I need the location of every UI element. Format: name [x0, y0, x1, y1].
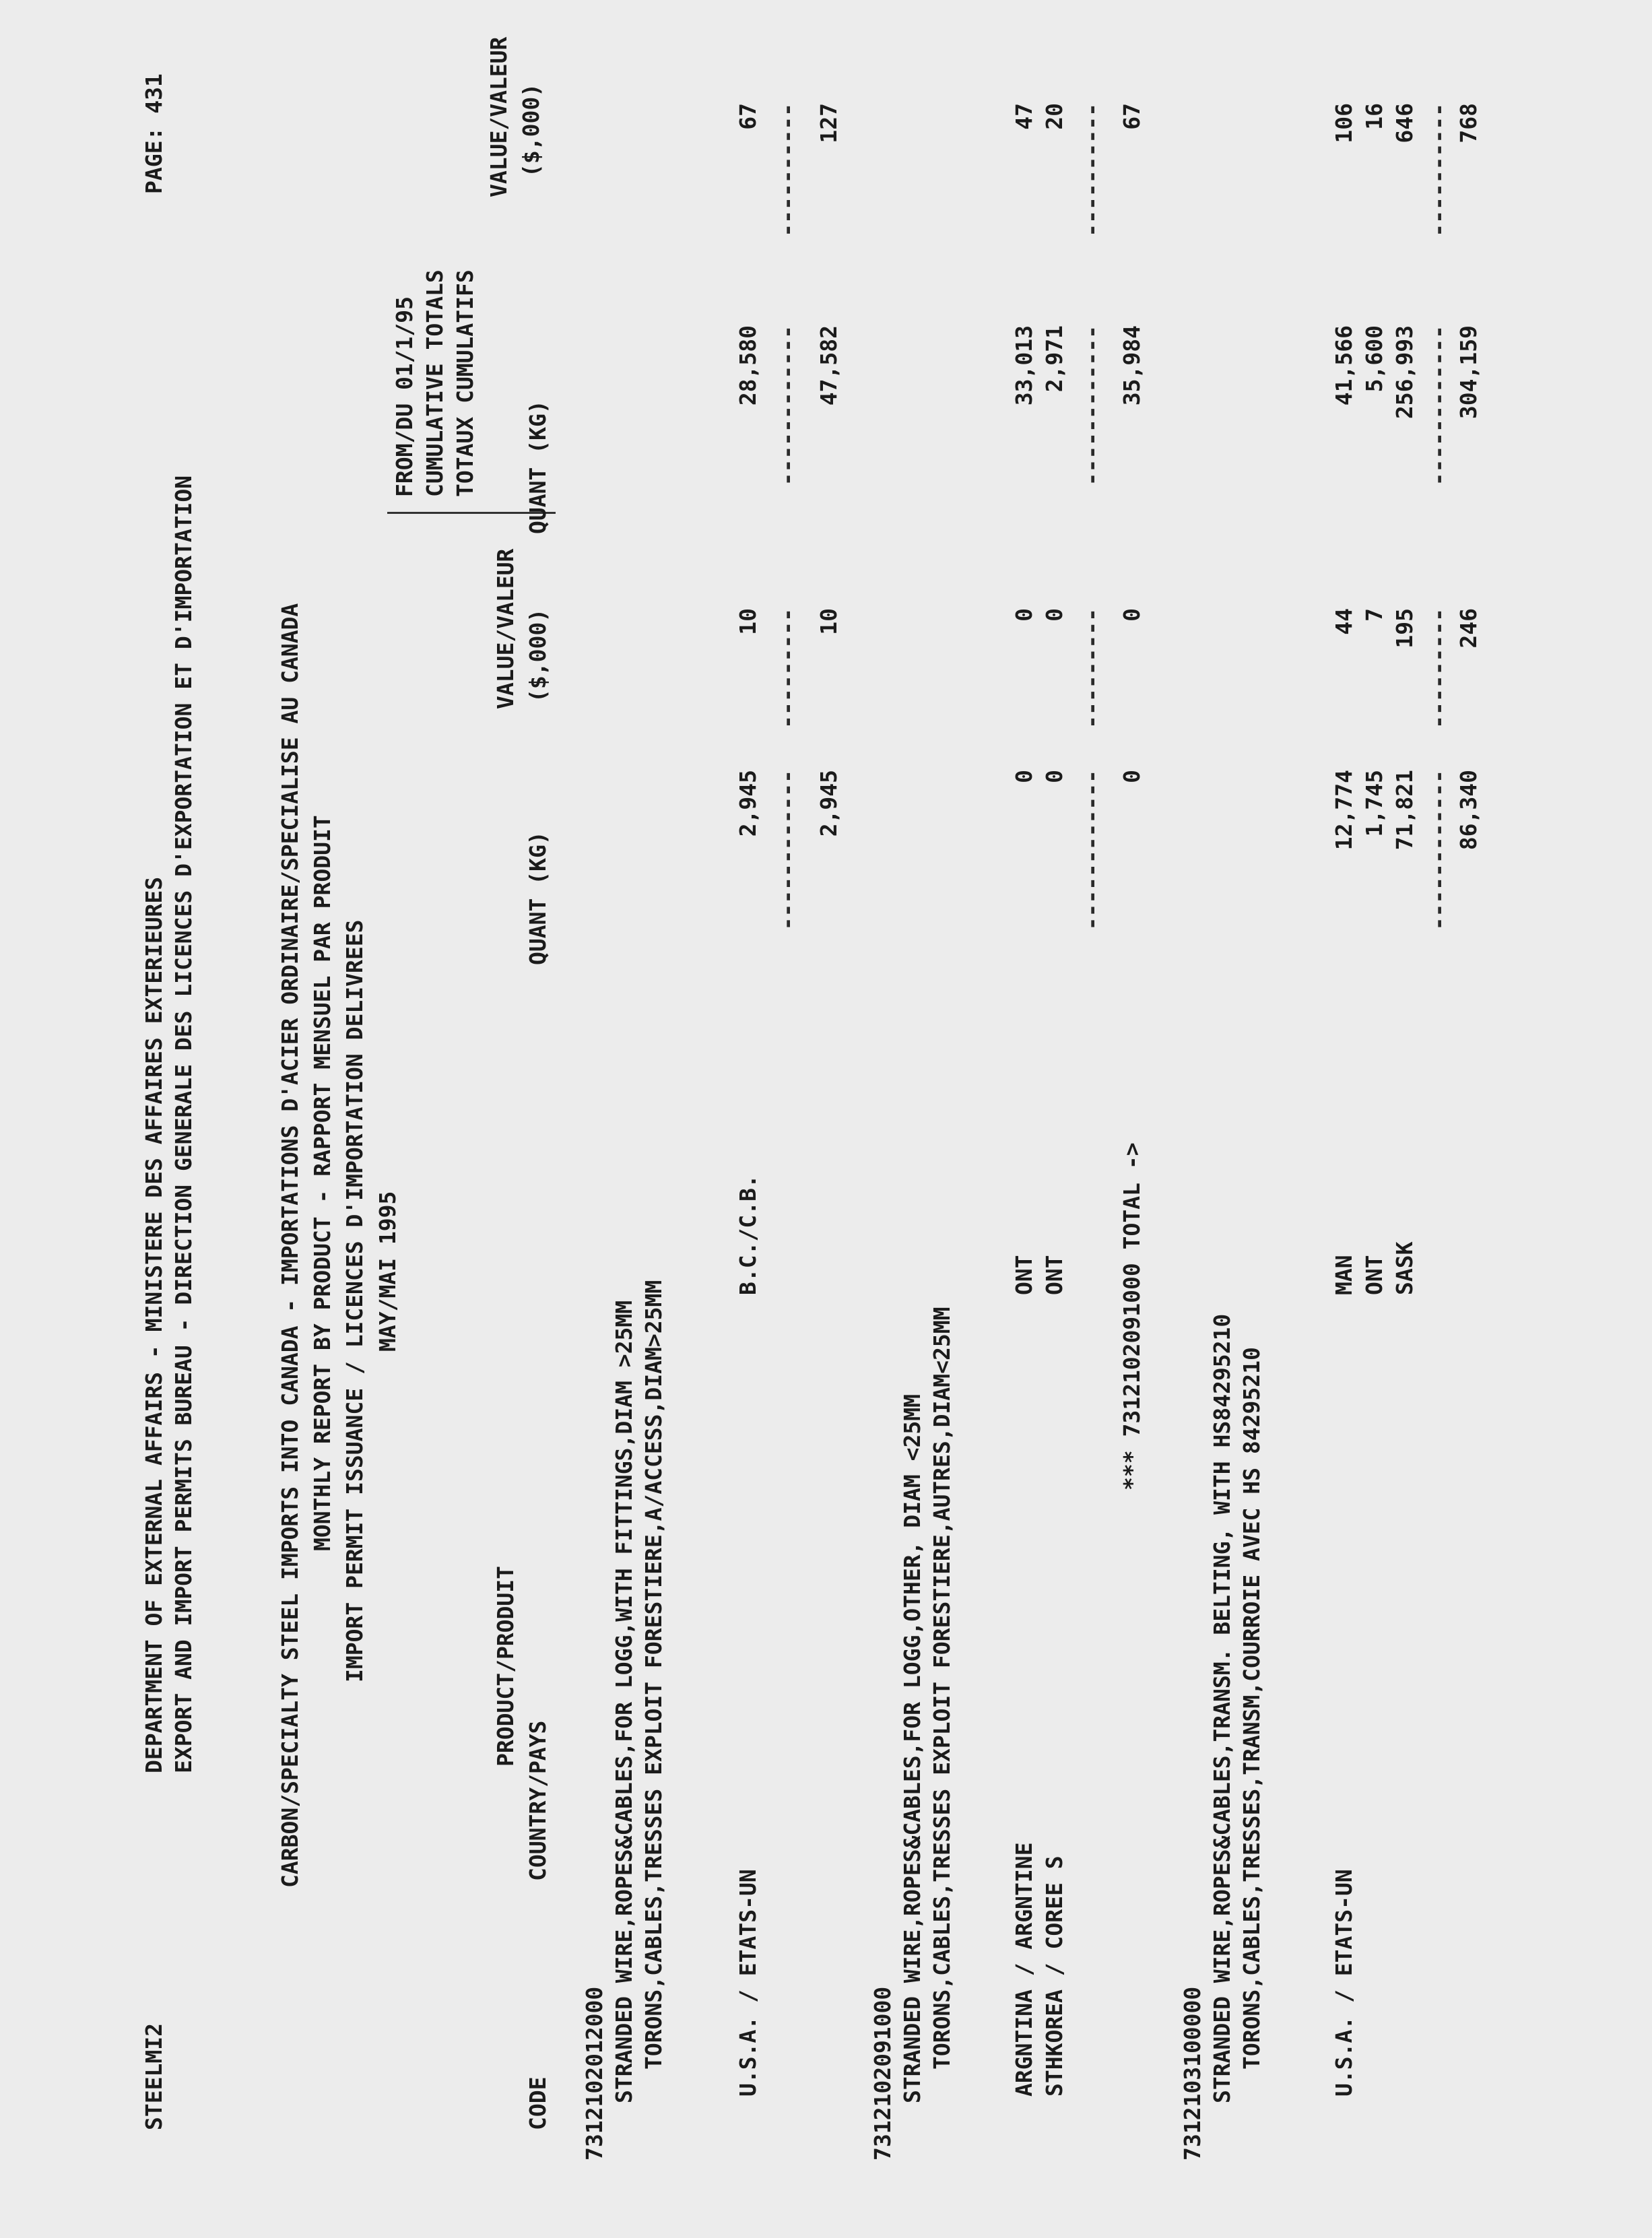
cum-quant-cell: 2,971 [1041, 325, 1067, 393]
product-description-en: STRANDED WIRE,ROPES&CABLES,FOR LOGG,WITH FITTINGS,DIAM >25MM [611, 1300, 637, 2103]
quant-cell: 12,774 [1331, 770, 1357, 851]
product-total-label: *** 7312102091000 TOTAL -> [1119, 1142, 1145, 1490]
cum-quant-cell: 5,600 [1361, 325, 1387, 393]
total-quant: 2,945 [816, 770, 842, 837]
page-number: PAGE: 431 [141, 73, 167, 194]
cum-quant-cell: 28,580 [735, 325, 761, 406]
country: U.S.A. / ETATS-UN [1331, 1869, 1357, 2097]
value-cell: 0 [1041, 608, 1067, 622]
report-title-line-3: IMPORT PERMIT ISSUANCE / LICENCES D'IMPORTATION DELIVREES [341, 919, 368, 1682]
quant-cell: 2,945 [735, 770, 761, 837]
cum-value-separator: ---------- [1078, 103, 1104, 237]
column-header-code: CODE [525, 2076, 551, 2130]
total-cum-value: 127 [816, 103, 842, 143]
quant-cell: 0 [1011, 770, 1037, 783]
report-title-line-2: MONTHLY REPORT BY PRODUCT - RAPPORT MENSUEL PAR PRODUIT [309, 815, 335, 1551]
province: B.C./C.B. [735, 1175, 761, 1295]
cum-value-cell: 646 [1391, 103, 1418, 143]
column-header-value: VALUE/VALEUR [492, 548, 519, 709]
product-code: 7312103100000 [1179, 1986, 1205, 2161]
column-header-country: COUNTRY/PAYS [525, 1720, 551, 1881]
quant-separator: ------------ [774, 770, 800, 931]
report-title-line-1: CARBON/SPECIALTY STEEL IMPORTS INTO CANADA - IMPORTATIONS D'ACIER ORDINAIRE/SPECIALISE AU CANADA [277, 603, 303, 1888]
cum-quant-cell: 41,566 [1331, 325, 1357, 406]
cumulative-totals-en: CUMULATIVE TOTALS [422, 269, 448, 497]
cum-value-cell: 47 [1011, 103, 1037, 130]
value-cell: 195 [1391, 608, 1418, 649]
total-cum-quant: 304,159 [1455, 325, 1482, 420]
column-header-cum-quant: QUANT (KG) [525, 400, 551, 534]
quant-separator: ------------ [1425, 770, 1451, 931]
column-header-value-units: ($,000) [525, 608, 551, 702]
department-line-1: DEPARTMENT OF EXTERNAL AFFAIRS - MINISTERE DES AFFAIRES EXTERIEURES [141, 876, 167, 1773]
value-cell: 44 [1331, 608, 1357, 635]
column-header-quant: QUANT (KG) [525, 831, 551, 965]
country: STHKOREA / COREE S [1041, 1855, 1067, 2097]
country: U.S.A. / ETATS-UN [735, 1869, 761, 2097]
product-code: 7312102091000 [869, 1986, 896, 2161]
column-header-cum-value: VALUE/VALEUR [486, 36, 512, 197]
cum-quant-separator: ------------ [1425, 325, 1451, 486]
value-separator: --------- [774, 608, 800, 729]
product-description-fr: TORONS,CABLES,TRESSES EXPLOIT FORESTIERE,A/ACCESS,DIAM>25MM [640, 1280, 667, 2070]
cum-quant-cell: 33,013 [1011, 325, 1037, 406]
product-description-en: STRANDED WIRE,ROPES&CABLES,FOR LOGG,OTHER, DIAM <25MM [899, 1394, 925, 2103]
province: ONT [1361, 1255, 1387, 1295]
quant-separator: ------------ [1078, 770, 1104, 931]
quant-cell: 71,821 [1391, 770, 1418, 851]
value-separator: --------- [1078, 608, 1104, 729]
product-code: 7312102012000 [581, 1986, 607, 2161]
total-quant: 0 [1119, 770, 1145, 783]
total-cum-quant: 47,582 [816, 325, 842, 406]
cum-value-cell: 106 [1331, 103, 1357, 143]
column-header-cum-value-units: ($,000) [518, 83, 544, 177]
value-cell: 0 [1011, 608, 1037, 622]
total-value: 10 [816, 608, 842, 635]
cum-quant-cell: 256,993 [1391, 325, 1418, 420]
province: MAN [1331, 1255, 1357, 1295]
cum-quant-separator: ------------ [1078, 325, 1104, 486]
cum-value-separator: ---------- [774, 103, 800, 237]
province: SASK [1391, 1241, 1418, 1295]
value-cell: 10 [735, 608, 761, 635]
cum-value-cell: 67 [735, 103, 761, 130]
product-description-en: STRANDED WIRE,ROPES&CABLES,TRANSM. BELTING, WITH HS84295210 [1209, 1313, 1235, 2103]
quant-cell: 1,745 [1361, 770, 1387, 837]
product-description-fr: TORONS,CABLES,TRESSES EXPLOIT FORESTIERE,AUTRES,DIAM<25MM [929, 1307, 955, 2070]
total-cum-quant: 35,984 [1119, 325, 1145, 406]
cumulative-totals-fr: TOTAUX CUMULATIFS [452, 269, 478, 497]
report-id: STEELMI2 [141, 2023, 167, 2130]
cumulative-from: FROM/DU 01/1/95 [391, 296, 418, 497]
total-quant: 86,340 [1455, 770, 1482, 851]
province: ONT [1041, 1255, 1067, 1295]
province: ONT [1011, 1255, 1037, 1295]
cum-quant-separator: ------------ [774, 325, 800, 486]
value-cell: 7 [1361, 608, 1387, 622]
value-separator: --------- [1425, 608, 1451, 729]
department-line-2: EXPORT AND IMPORT PERMITS BUREAU - DIRECTION GENERALE DES LICENCES D'EXPORTATION ET D'IMPORTATION [170, 475, 197, 1773]
total-value: 246 [1455, 608, 1482, 649]
cum-value-cell: 20 [1041, 103, 1067, 130]
total-value: 0 [1119, 608, 1145, 622]
cum-value-cell: 16 [1361, 103, 1387, 130]
column-header-product: PRODUCT/PRODUIT [492, 1565, 519, 1767]
report-period: MAY/MAI 1995 [374, 1191, 401, 1352]
country: ARGNTINA / ARGNTINE [1011, 1842, 1037, 2097]
total-cum-value: 67 [1119, 103, 1145, 130]
cum-value-separator: ---------- [1425, 103, 1451, 237]
total-cum-value: 768 [1455, 103, 1482, 143]
product-description-fr: TORONS,CABLES,TRESSES,TRANSM,COURROIE AVEC HS 84295210 [1238, 1347, 1265, 2070]
quant-cell: 0 [1041, 770, 1067, 783]
